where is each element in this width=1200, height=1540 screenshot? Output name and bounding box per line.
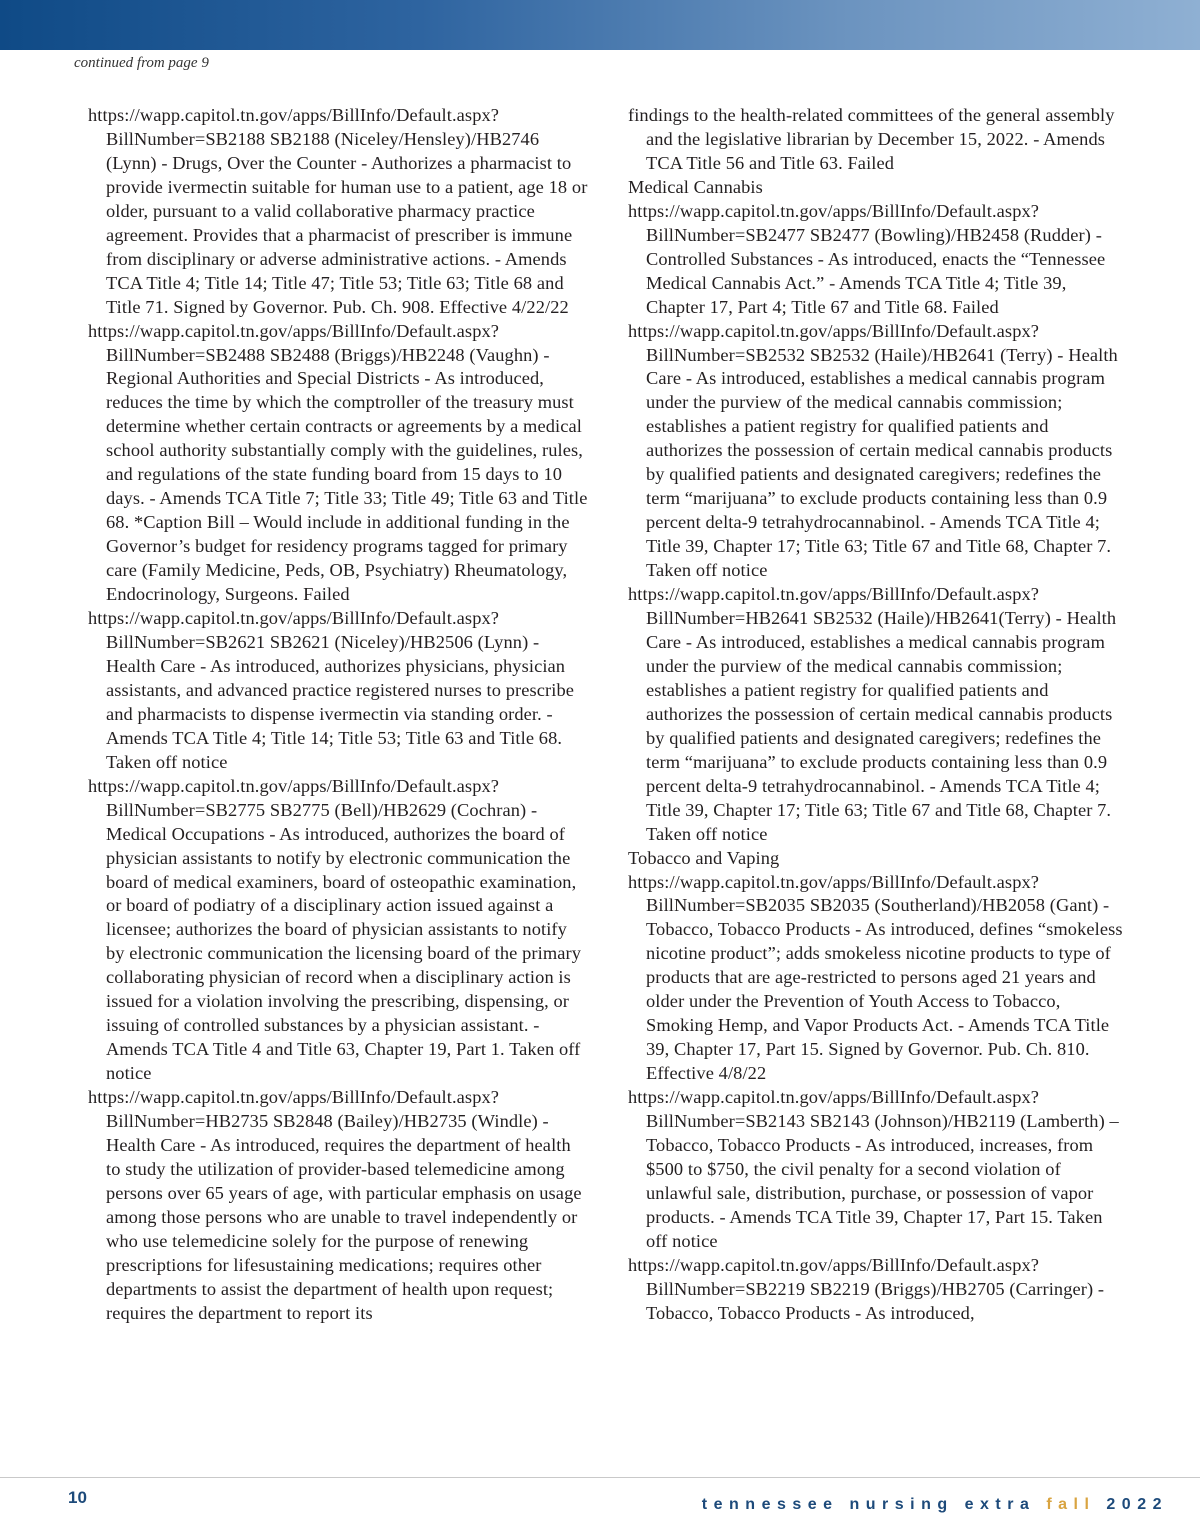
bill-entry: https://wapp.capitol.tn.gov/apps/BillInfo/Default.aspx?BillNumber=SB2621 SB2621 (Niceley)/HB2506 (Lynn) - Health Care - As introduced, authorizes physicians, physician assistants, and advanced practice registered nurses to prescribe and pharmacists to dispense ivermectin via standing order. - Amends TCA Title 4; Title 14; Title 53; Title 63 and Title 68. Taken off notice	[88, 608, 575, 772]
header-color-band	[0, 0, 1200, 50]
publication-season: fall	[1046, 1496, 1096, 1513]
publication-year: 2022	[1106, 1496, 1168, 1513]
footer-divider	[0, 1477, 1200, 1478]
section-heading-tobacco-vaping: Tobacco and Vaping	[628, 847, 780, 868]
bill-entry: https://wapp.capitol.tn.gov/apps/BillInfo/Default.aspx?BillNumber=HB2641 SB2532 (Haile)/HB2641(Terry) - Health Care - As introduced, establishes a medical cannabis program under the purview of the medical cannabis commission; establishes a patient registry for qualified patients and authorizes the possession of certain medical cannabis products by qualified patients and designated caregivers; redefines the term “marijuana” to exclude products containing less than 0.9 percent delta-9 tetrahydrocannabinol. - Amends TCA Title 4; Title 39, Chapter 17; Title 63; Title 67 and Title 68, Chapter 7. Taken off notice	[628, 584, 1117, 844]
right-column	[628, 104, 1128, 1326]
bill-entry: https://wapp.capitol.tn.gov/apps/BillInfo/Default.aspx?BillNumber=SB2775 SB2775 (Bell)/HB2629 (Cochran) - Medical Occupations - As introduced, authorizes the board of physician assistants to notify by electronic communication the board of medical examiners, board of osteopathic examination, or board of podiatry of a disciplinary action issued against a licensee; authorizes the board of physician assistants to notify by electronic communication the licensing board of the primary collaborating physician of record when a disciplinary action is issued for a violation involving the prescribing, dispensing, or issuing of controlled substances by a physician assistant. - Amends TCA Title 4 and Title 63, Chapter 19, Part 1. Taken off notice	[88, 775, 582, 1084]
publication-footer	[702, 1496, 1168, 1514]
bill-entry: https://wapp.capitol.tn.gov/apps/BillInfo/Default.aspx?BillNumber=SB2035 SB2035 (Southerland)/HB2058 (Gant) - Tobacco, Tobacco Products - As introduced, defines “smokeless nicotine product”; adds smokeless nicotine products to type of products that are age-restricted to persons aged 21 years and older under the Prevention of Youth Access to Tobacco, Smoking Hemp, and Vapor Products Act. - Amends TCA Title 39, Chapter 17, Part 15. Signed by Governor. Pub. Ch. 810. Effective 4/8/22	[628, 871, 1123, 1084]
continued-note: continued from page 9	[74, 55, 209, 71]
bill-entry: https://wapp.capitol.tn.gov/apps/BillInfo/Default.aspx?BillNumber=HB2735 SB2848 (Bailey)/HB2735 (Windle) - Health Care - As introduced, requires the department of health to study the utilization of provider-based telemedicine among persons over 65 years of age, with particular emphasis on usage among those persons who are unable to travel independently or who use telemedicine solely for the purpose of renewing prescriptions for lifesustaining medications; requires other departments to assist the department of health upon request; requires the department to report its	[88, 1087, 582, 1323]
bill-entry: https://wapp.capitol.tn.gov/apps/BillInfo/Default.aspx?BillNumber=SB2477 SB2477 (Bowling)/HB2458 (Rudder) - Controlled Substances - As introduced, enacts the “Tennessee Medical Cannabis Act.” - Amends TCA Title 4; Title 39, Chapter 17, Part 4; Title 67 and Title 68. Failed	[628, 200, 1106, 317]
page-number: 10	[68, 1488, 87, 1507]
left-column	[88, 104, 588, 1326]
bill-entry: https://wapp.capitol.tn.gov/apps/BillInfo/Default.aspx?BillNumber=SB2532 SB2532 (Haile)/HB2641 (Terry) - Health Care - As introduced, establishes a medical cannabis program under the purview of the medical cannabis commission; establishes a patient registry for qualified patients and authorizes the possession of certain medical cannabis products by qualified patients and designated caregivers; redefines the term “marijuana” to exclude products containing less than 0.9 percent delta-9 tetrahydrocannabinol. - Amends TCA Title 4; Title 39, Chapter 17; Title 63; Title 67 and Title 68, Chapter 7. Taken off notice	[628, 320, 1118, 581]
section-heading-medical-cannabis: Medical Cannabis	[628, 176, 763, 197]
publication-name: tennessee nursing extra	[701, 1496, 1036, 1513]
bill-entry: https://wapp.capitol.tn.gov/apps/BillInfo/Default.aspx?BillNumber=SB2488 SB2488 (Briggs)/HB2248 (Vaughn) - Regional Authorities and Special Districts - As introduced, reduces the time by which the comptroller of the treasury must determine whether certain contracts or agreements by a medical school authority substantially comply with the guidelines, rules, and regulations of the state funding board from 15 days to 10 days. - Amends TCA Title 7; Title 33; Title 49; Title 63 and Title 68. *Caption Bill – Would include in additional funding in the Governor’s budget for residency programs tagged for primary care (Family Medicine, Peds, OB, Psychiatry) Rheumatology, Endocrinology, Surgeons. Failed	[88, 320, 588, 605]
bill-entry: https://wapp.capitol.tn.gov/apps/BillInfo/Default.aspx?BillNumber=SB2188 SB2188 (Niceley/Hensley)/HB2746 (Lynn) - Drugs, Over the Counter - Authorizes a pharmacist to provide ivermectin suitable for human use to a patient, age 18 or older, pursuant to a valid collaborative pharmacy practice agreement. Provides that a pharmacist of prescriber is immune from disciplinary or adverse administrative actions. - Amends TCA Title 4; Title 14; Title 47; Title 53; Title 63; Title 68 and Title 71. Signed by Governor. Pub. Ch. 908. Effective 4/22/22	[88, 105, 588, 317]
bill-entry-continuation: findings to the health-related committees of the general assembly and the legislative librarian by December 15, 2022. - Amends TCA Title 56 and Title 63. Failed	[628, 105, 1115, 173]
bill-entry: https://wapp.capitol.tn.gov/apps/BillInfo/Default.aspx?BillNumber=SB2219 SB2219 (Briggs)/HB2705 (Carringer) - Tobacco, Tobacco Products - As introduced,	[628, 1254, 1105, 1323]
bill-entry: https://wapp.capitol.tn.gov/apps/BillInfo/Default.aspx?BillNumber=SB2143 SB2143 (Johnson)/HB2119 (Lamberth) – Tobacco, Tobacco Products - As introduced, increases, from $500 to $750, the civil penalty for a second violation of unlawful sale, distribution, purchase, or possession of vapor products. - Amends TCA Title 39, Chapter 17, Part 15. Taken off notice	[628, 1087, 1119, 1251]
